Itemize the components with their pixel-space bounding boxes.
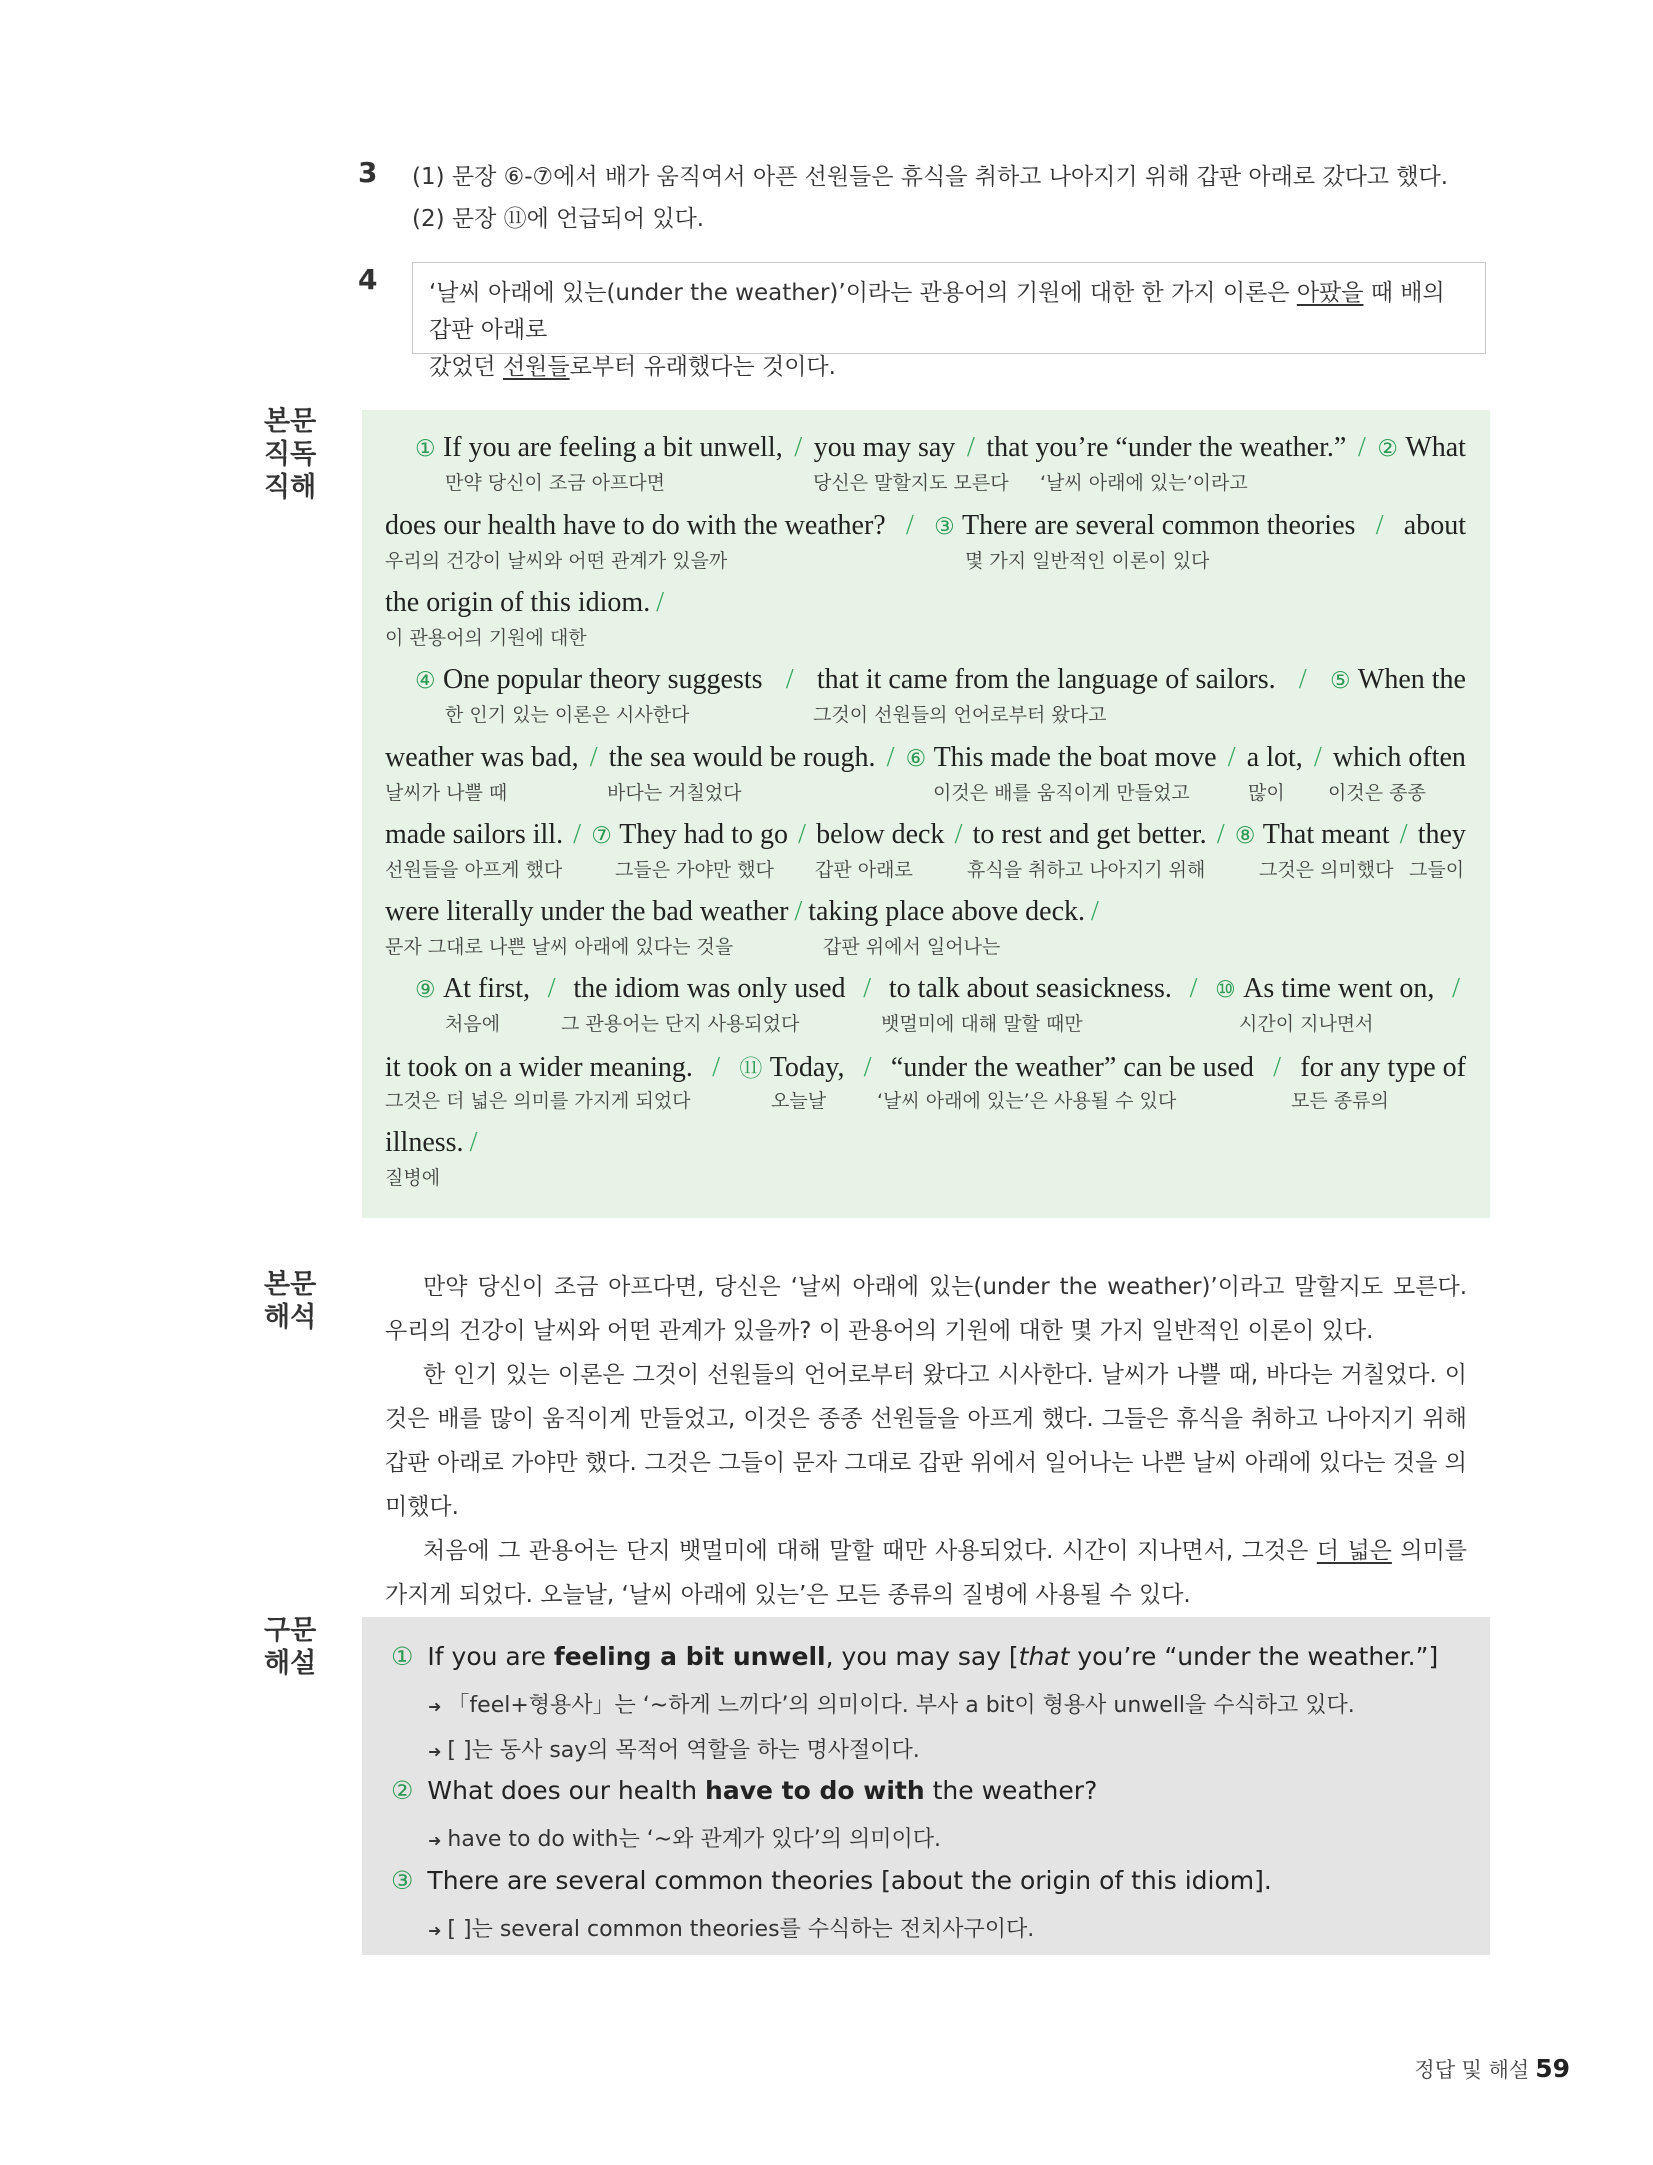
chunk: they (1417, 819, 1466, 850)
chunk: ⑤ When the (1329, 664, 1466, 695)
chunk: to talk about seasickness. (888, 973, 1172, 1004)
korean-gloss-line (385, 466, 1466, 492)
chunk: about (1403, 510, 1466, 541)
text: What does our health (427, 1776, 706, 1805)
section-label-translation (264, 1268, 316, 1334)
reading-line-10 (385, 1127, 1466, 1187)
chunk: ⑧ That meant (1234, 819, 1390, 850)
korean-gloss-line (385, 544, 1466, 570)
reading-line-2 (385, 510, 1466, 570)
label-line: 구문 (264, 1615, 317, 1646)
gloss: 그것이 선원들의 언어로부터 왔다고 (813, 704, 1107, 726)
sentence-number: ⑨ (415, 977, 443, 1003)
chunk: made sailors ill. (385, 819, 564, 850)
label-line: 해석 (264, 1302, 317, 1333)
gloss: ‘날씨 아래에 있는’이라고 (1040, 472, 1248, 494)
label-line: 본문 (264, 1269, 317, 1300)
translation-paragraph: 한 인기 있는 이론은 그것이 선원들의 언어로부터 왔다고 시사한다. 날씨가 나쁠 때, 바다는 거칠었다. 이것은 배를 많이 움직이게 만들었고, 이것은 종종 선원들을 아프게 했다. 그들은 휴식을 취하고 나아지기 위해 갑판 아래로 가야만 했다. 그것은 그들이 문자 그대로 갑판 위에서 일어나는 나쁜 날씨 아래에 있다는 것을 의미했다. (385, 1362, 1467, 1520)
reading-line-1 (385, 432, 1466, 492)
label-line: 직독 (264, 439, 317, 470)
text: [ ]는 동사 (447, 1738, 550, 1763)
gloss: 바다는 거칠었다 (607, 782, 742, 804)
grammar-note (428, 1822, 941, 1853)
arrow-icon: ➜ (428, 1742, 442, 1761)
chunk: which often (1332, 742, 1466, 773)
chunk: the idiom was only used (573, 973, 846, 1004)
gloss: ‘날씨 아래에 있는’은 사용될 수 있다 (877, 1090, 1177, 1112)
gloss: 뱃멀미에 대해 말할 때만 (881, 1013, 1083, 1035)
text: the weather? (924, 1776, 1098, 1805)
chunk: were literally under the bad weather (385, 896, 789, 927)
q4-text: ‘날씨 아래에 있는(under the weather)’이라는 관용어의 기원에 대한 한 가지 이론은 (429, 280, 1297, 306)
korean-gloss-line (385, 853, 1466, 879)
gloss: 질병에 (385, 1167, 441, 1189)
gloss: 이것은 종종 (1328, 782, 1426, 804)
gloss: 오늘날 (771, 1090, 827, 1112)
reading-line-9 (385, 1050, 1466, 1110)
page-number: 59 (1535, 2054, 1570, 2083)
korean-gloss-line (385, 930, 1466, 956)
english-line: does our health have to do with the weather? / ③ There are several common theories / about (385, 510, 1466, 541)
sentence-number: ⑦ (591, 823, 620, 849)
translation-paragraph (385, 1529, 1467, 1617)
chunk: a lot, (1246, 742, 1303, 773)
q3-answer-line-1: (1) 문장 ⑥-⑦에서 배가 움직여서 아픈 선원들은 휴식을 취하고 나아지기 위해 갑판 아래로 갔다고 했다. (412, 164, 1449, 190)
gloss: 그것은 의미했다 (1259, 859, 1394, 881)
chunk: for any type of (1300, 1052, 1466, 1083)
gloss: 문자 그대로 나쁜 날씨 아래에 있다는 것을 (385, 936, 734, 958)
label-line: 본문 (264, 406, 317, 437)
sentence-number: ② (1377, 436, 1406, 462)
text: If you are (427, 1642, 554, 1671)
text: 를 수식하는 전치사구이다. (779, 1917, 1035, 1942)
grammar-sentence-3 (391, 1866, 1272, 1895)
label-line: 직해 (264, 472, 317, 503)
text: feel (469, 1693, 511, 1718)
q4-underlined-word: 선원들 (502, 354, 570, 380)
reading-line-3 (385, 587, 1466, 647)
chunk: to rest and get better. (972, 819, 1207, 850)
gloss: 선원들을 아프게 했다 (385, 859, 563, 881)
arrow-icon: ➜ (428, 1831, 442, 1850)
english-line: it took on a wider meaning. / ⑪ Today, / “under the weather” can be used / for any type of (385, 1052, 1466, 1083)
q4-answer-box (412, 262, 1486, 380)
arrow-icon: ➜ (428, 1921, 442, 1940)
gloss: 그 관용어는 단지 사용되었다 (561, 1013, 800, 1035)
chunk: taking place above deck. (808, 896, 1086, 927)
gloss: 그들은 가야만 했다 (615, 859, 774, 881)
text: +형용사」는 ‘~하게 느끼다’의 의미이다. 부사 (510, 1693, 966, 1718)
text: There are several common theories [about the origin of this idiom]. (427, 1866, 1272, 1895)
gloss: 당신은 말할지도 모른다 (813, 472, 1009, 494)
text: have to do with (447, 1827, 619, 1852)
chunk: weather was bad, (385, 742, 579, 773)
english-line: made sailors ill. / ⑦ They had to go / below deck / to rest and get better. / ⑧ That meant / they (385, 819, 1466, 850)
q4-text: 갔었던 (429, 354, 503, 380)
text: several common theories (499, 1917, 780, 1942)
gloss: 휴식을 취하고 나아지기 위해 (967, 859, 1206, 881)
section-label-reading (264, 405, 316, 504)
chunk: you may say (813, 432, 956, 463)
grammar-note (428, 1912, 1034, 1943)
gloss: 시간이 지나면서 (1239, 1013, 1374, 1035)
gloss: 그것은 더 넓은 의미를 가지게 되었다 (385, 1090, 691, 1112)
chunk: ② What (1377, 432, 1466, 463)
q4-line-2 (429, 349, 1469, 386)
gloss: 만약 당신이 조금 아프다면 (445, 472, 666, 494)
sentence-number: ⑤ (1329, 668, 1358, 694)
page-footer (1414, 2054, 1570, 2084)
translation-text (385, 1265, 1467, 1617)
question-number-4: 4 (358, 263, 378, 296)
text: 「 (447, 1693, 470, 1718)
sentence-number: ③ (391, 1866, 414, 1895)
text: a bit (965, 1693, 1015, 1718)
q4-underlined-word: 아팠을 (1296, 280, 1364, 306)
gloss: 우리의 건강이 날씨와 어떤 관계가 있을까 (385, 550, 728, 572)
q3-answer-line-2: (2) 문장 ⑪에 언급되어 있다. (412, 206, 705, 232)
gloss: 이것은 배를 움직이게 만들었고 (933, 782, 1190, 804)
english-line: the origin of this idiom. / (385, 587, 664, 618)
sentence-number: ② (391, 1776, 414, 1805)
bold-phrase: feeling a bit unwell (553, 1642, 826, 1671)
text: 처음에 그 관용어는 단지 뱃멀미에 대해 말할 때만 사용되었다. 시간이 지나면서, 그것은 (423, 1538, 1317, 1564)
chunk: the sea would be rough. (608, 742, 876, 773)
chunk: it took on a wider meaning. (385, 1052, 693, 1083)
text: 을 수식하고 있다. (1185, 1693, 1355, 1718)
sentence-number: ① (415, 436, 443, 462)
chunk: the origin of this idiom. (385, 587, 651, 618)
chunk: ⑨ At first, (415, 973, 531, 1004)
korean-gloss-line (385, 1007, 1466, 1033)
grammar-sentence-1 (391, 1642, 1438, 1671)
reading-line-6 (385, 819, 1466, 879)
gloss: 그들이 (1409, 859, 1465, 881)
grammar-note (428, 1733, 920, 1764)
question-number-3: 3 (358, 156, 378, 189)
korean-gloss-line (385, 698, 1466, 724)
gloss: 이 관용어의 기원에 대한 (385, 627, 587, 649)
sentence-number: ⑥ (905, 746, 934, 772)
gloss: 갑판 아래로 (815, 859, 913, 881)
chunk: does our health have to do with the weather? (385, 510, 886, 541)
gloss: 날씨가 나쁠 때 (385, 782, 508, 804)
gloss: 한 인기 있는 이론은 시사한다 (445, 704, 690, 726)
grammar-note (428, 1688, 1355, 1719)
italic-word: that (1018, 1642, 1070, 1671)
text: you’re “under the weather.”] (1069, 1642, 1439, 1671)
reading-line-7 (385, 896, 1466, 956)
q4-text: 때 배의 갑판 아래로 (429, 280, 1445, 343)
chunk: ⑩ As time went on, (1215, 973, 1435, 1004)
gloss: 모든 종류의 (1291, 1090, 1389, 1112)
chunk: “under the weather” can be used (890, 1052, 1254, 1083)
english-line: ① If you are feeling a bit unwell, / you may say / that you’re “under the weather.” / ② What (415, 432, 1466, 463)
bold-phrase: have to do with (705, 1776, 925, 1805)
grammar-sentence-2 (391, 1776, 1097, 1805)
korean-gloss-line (385, 776, 1466, 802)
korean-gloss-line (385, 1161, 1466, 1187)
translation-paragraph: 만약 당신이 조금 아프다면, 당신은 ‘날씨 아래에 있는(under the weather)’이라고 말할지도 모른다. 우리의 건강이 날씨와 어떤 관계가 있을까? 이 관용어의 기원에 대한 몇 가지 일반적인 이론이 있다. (385, 1274, 1467, 1344)
chunk: ① If you are feeling a bit unwell, (415, 432, 783, 463)
sentence-number: ⑧ (1234, 823, 1263, 849)
gloss: 많이 (1248, 782, 1285, 804)
section-label-grammar (264, 1614, 316, 1680)
text: , you may say [ (825, 1642, 1019, 1671)
chunk: ⑥ This made the boat move (905, 742, 1217, 773)
footer-text: 정답 및 해설 (1414, 2058, 1530, 2082)
text: unwell (1113, 1693, 1186, 1718)
chunk: below deck (816, 819, 945, 850)
chunk: ⑪ Today, (739, 1052, 845, 1083)
chunk: that it came from the language of sailors. (816, 664, 1276, 695)
reading-line-5 (385, 742, 1466, 802)
text: say (549, 1738, 588, 1763)
korean-gloss-line (385, 621, 1466, 647)
label-line: 해설 (264, 1648, 317, 1679)
sentence-number: ③ (934, 514, 963, 540)
english-line: ④ One popular theory suggests / that it came from the language of sailors. / ⑤ When the (415, 664, 1466, 695)
chunk: ④ One popular theory suggests (415, 664, 763, 695)
english-line: weather was bad, / the sea would be rough. / ⑥ This made the boat move / a lot, / which often (385, 742, 1466, 773)
gloss: 처음에 (445, 1013, 501, 1035)
text: [ ]는 (447, 1917, 500, 1942)
sentence-number: ⑩ (1215, 977, 1244, 1003)
q4-text: 로부터 유래했다는 것이다. (569, 354, 836, 380)
q4-line-1 (429, 275, 1469, 349)
sentence-number: ④ (415, 668, 443, 694)
reading-line-8 (385, 973, 1466, 1033)
text: 의 목적어 역할을 하는 명사절이다. (587, 1738, 920, 1763)
text: 이 형용사 (1014, 1693, 1114, 1718)
text: 는 ‘~와 관계가 있다’의 의미이다. (618, 1827, 941, 1852)
sentence-number: ⑪ (739, 1056, 770, 1082)
sentence-number: ① (391, 1642, 414, 1671)
chunk: that you’re “under the weather.” (986, 432, 1347, 463)
chunk: ③ There are several common theories (934, 510, 1356, 541)
english-line: were literally under the bad weather / taking place above deck. / (385, 896, 1099, 927)
chunk: ⑦ They had to go (591, 819, 788, 850)
english-line: ⑨ At first, / the idiom was only used / to talk about seasickness. / ⑩ As time went on, / (415, 973, 1460, 1004)
chunk: illness. (385, 1127, 464, 1158)
gloss: 갑판 위에서 일어나는 (823, 936, 1001, 958)
arrow-icon: ➜ (428, 1697, 442, 1716)
reading-line-4 (385, 664, 1466, 724)
underlined-phrase: 더 넓은 (1316, 1538, 1392, 1564)
text: 의미를 가지게 되었다. 오늘날, ‘날씨 아래에 있는’은 모든 종류의 질병에 사용될 수 있다. (385, 1538, 1468, 1608)
gloss: 몇 가지 일반적인 이론이 있다 (965, 550, 1210, 572)
english-line: illness. / (385, 1127, 478, 1158)
korean-gloss-line (385, 1084, 1466, 1110)
